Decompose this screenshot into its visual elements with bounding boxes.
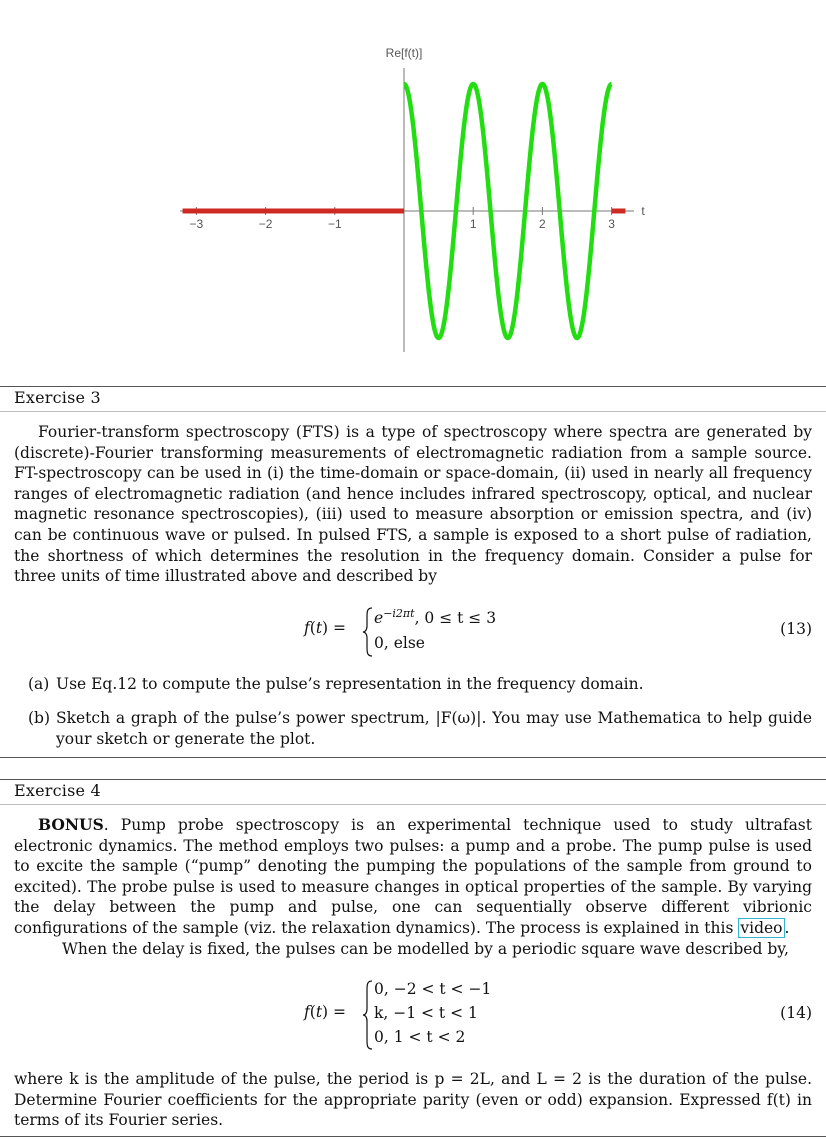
exercise-4-title: Exercise 4 [14,781,101,800]
item-b-label: (b) [28,709,51,727]
eq14-case-2: k, −1 < t < 1 [374,1004,478,1022]
item-b-text: Sketch a graph of the pulse’s power spectrum, |F(ω)|. You may use Mathematica to help guide your sketch or generate the plot. [56,709,812,748]
y-axis-label: Re[f(t)] [385,46,423,60]
rule-bottom-ex4 [0,1136,826,1137]
item-a-text: Use Eq.12 to compute the pulse’s representation in the frequency domain. [56,675,644,693]
rule-bottom-ex3 [0,757,826,758]
eq14-number: (14) [780,1004,812,1022]
x-tick-label: −3 [189,217,204,231]
eq13-exponent: −i2πt [383,607,415,620]
exercise-4-body: BONUS. Pump probe spectroscopy is an experimental technique used to study ultrafast electronic dynamics. The method employs two pulses: a pump and a probe. The pump pulse is used to excite the sample (“pump” denoting the pumping the populations of the sample from ground to excited). The probe pulse is used to measure changes in optical properties of the sample. By varying the delay between the pump and pulse, one can sequentially observe different vibrionic configurations of the sample (viz. the relaxation dynamics). The process is explained in this video . When the delay is fixed, the pulses can be modelled by a periodic square wave described by, [14,815,812,958]
exercise-4-closing: where k is the amplitude of the pulse, the period is p = 2L, and L = 2 is the duration of the pulse. Determine Fourier coefficients for the appropriate parity (even or odd) expansion. Expressed f(t) in terms of its Fourier series. [14,1070,812,1130]
bonus-label: BONUS [38,815,104,834]
exercise-3-item-a [28,674,812,695]
eq14-lhs: f(t) = [304,1003,347,1021]
item-a-label: (a) [28,675,50,693]
pulse-plot [0,0,826,380]
eq13-condition-1: , 0 ≤ t ≤ 3 [414,609,497,628]
exercise-3-body [14,422,812,587]
exercise-3-title: Exercise 3 [14,388,101,407]
x-tick-label: 2 [539,217,546,231]
equation-13 [0,605,826,657]
video-link[interactable]: video [740,918,783,937]
exercise-3-body-text: Fourier-transform spectroscopy (FTS) is a type of spectroscopy where spectra are generated by (discrete)-Fourier transforming measurements of electromagnetic radiation from a sample source. FT-spectroscopy can be used in (i) the time-domain or space-domain, (ii) used in nearly all frequency ranges of electromagnetic radiation (and hence includes infrared spectroscopy, optical, and nuclear magnetic resonance spectroscopies), (iii) used to measure absorption or emission spectra, and (iv) can be continuous wave or pulsed. In pulsed FTS, a sample is exposed to a short pulse of radiation, the shortness of which determines the resolution in the frequency domain. Consider a pulse for three units of time illustrated above and described by [14,423,812,586]
eq13-number: (13) [780,620,812,638]
x-tick-label: −1 [327,217,342,231]
equation-14 [0,978,826,1050]
rule-under-ex4-title [0,804,826,805]
x-tick-label: 1 [469,217,477,231]
exercise-4-body-text: . Pump probe spectroscopy is an experimental technique used to study ultrafast electronic dynamics. The method employs two pulses: a pump and a probe. The pump pulse is used to excite the sample (“pump” denoting the pumping the populations of the sample from ground to excited). The probe pulse is used to measure changes in optical properties of the sample. By varying the delay between the pump and pulse, one can sequentially observe different vibrionic configurations of the sample (viz. the relaxation dynamics). The process is explained in this [14,816,812,937]
eq13-brace [362,607,374,657]
exercise-4-body-2: When the delay is fixed, the pulses can be modelled by a periodic square wave described by, [62,939,789,958]
eq13-lhs: f(t) = [304,619,347,637]
rule-top-ex4 [0,779,826,780]
eq13-case-2: 0, else [374,634,425,652]
x-axis-label: t [641,204,645,218]
rule-under-ex3-title [0,411,826,412]
x-tick-label: −2 [258,217,273,231]
rule-top-ex3 [0,386,826,387]
eq14-case-3: 0, 1 < t < 2 [374,1028,466,1046]
eq14-case-1: 0, −2 < t < −1 [374,980,492,998]
x-tick-label: 3 [608,217,615,231]
eq14-brace [362,980,374,1050]
exercise-3-item-b [28,708,812,749]
eq13-case-1: $e^{-i2\pi t}$, 0 ≤ t ≤ 3 [374,607,497,628]
